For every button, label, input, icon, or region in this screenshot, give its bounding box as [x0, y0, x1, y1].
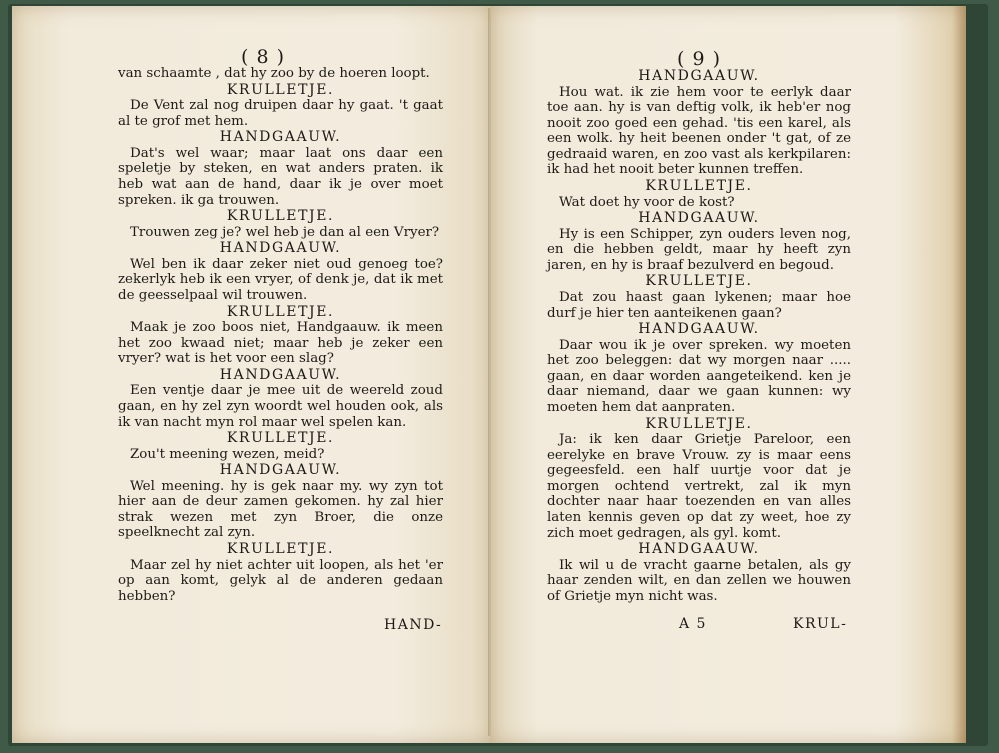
- dialogue-text: Hou wat. ik zie hem voor te eerlyk daar toe aan. hy is van deftig volk, ik heb'er nog nooit zoo goed een gehad. 'tis een karel, als een wolk. hy heit beenen onder 't gat, of ze gedraaid waren, en zoo vast als kerkpilaren: ik had het nooit beter kunnen treffen.: [547, 84, 851, 178]
- page-edge-stain: [952, 6, 966, 743]
- speaker-heading: HANDGAAUW.: [219, 366, 342, 383]
- dialogue-text: Dat zou haast gaan lykenen; maar hoe durf je hier ten aanteikenen gaan?: [547, 289, 851, 321]
- right-page: [491, 6, 966, 743]
- speaker-heading: HANDGAAUW.: [219, 240, 342, 257]
- speaker-heading: KRULLETJE.: [226, 81, 335, 98]
- dialogue-text: Ik wil u de vracht gaarne betalen, als gy haar zenden wilt, en dan zellen we houwen of Grietje myn nicht was.: [547, 557, 851, 604]
- dialogue-blocks: [118, 82, 443, 605]
- speaker-heading: KRULLETJE.: [226, 430, 335, 447]
- first-line: van schaamte , dat hy zoo by de hoeren loopt.: [118, 66, 430, 81]
- dialogue-text: Hy is een Schipper, zyn ouders leven nog, en die hebben geldt, maar hy heeft zyn jaren, en hy is braaf bezulverd en begoud.: [547, 226, 851, 273]
- speaker-heading: HANDGAAUW.: [638, 68, 760, 84]
- speaker-heading: HANDGAAUW.: [638, 210, 760, 227]
- dialogue-text: Wat doet hy voor de kost?: [559, 194, 735, 210]
- dialogue-text: Een ventje daar je mee uit de weereld zoud gaan, en hy zel zyn woordt wel houden ook, als ik van nacht myn rol maar wel spelen kan.: [118, 383, 443, 430]
- dialogue-text: Wel meening. hy is gek naar my. wy zyn tot hier aan de deur zamen gekomen. hy zal hier strak wezen met zyn Broer, die onze speelknecht zal zyn.: [118, 478, 443, 541]
- dialogue-text: Wel ben ik daar zeker niet oud genoeg toe? zekerlyk heb ik een vryer, of denk je, dat ik met de geesselpaal wil trouwen.: [118, 256, 443, 303]
- left-text-column: [118, 66, 443, 604]
- dialogue-text: Maar zel hy niet achter uit loopen, als het 'er op aan komt, gelyk al de anderen gedaan hebben?: [118, 557, 443, 604]
- signature-mark: A 5: [679, 616, 707, 632]
- dialogue-text: Trouwen zeg je? wel heb je dan al een Vryer?: [130, 224, 440, 240]
- speaker-heading: HANDGAAUW.: [638, 321, 760, 338]
- catchword: HAND-: [384, 617, 443, 633]
- page-number: ( 9 ): [677, 48, 721, 70]
- speaker-heading: HANDGAAUW.: [219, 462, 342, 479]
- page-number: ( 8 ): [241, 46, 285, 68]
- left-page: [12, 6, 491, 743]
- dialogue-text: Zou't meening wezen, meid?: [130, 446, 325, 462]
- catchword: KRUL-: [793, 616, 848, 632]
- speaker-heading: KRULLETJE.: [645, 415, 753, 432]
- dialogue-text: Ja: ik ken daar Grietje Pareloor, een eerelyke en brave Vrouw. zy is maar eens gegeesfeld. een half uurtje voor dat je morgen ochtend vertrekt, zal ik myn dochter naar haar toezenden en van alles laten kennis geven op dat zy weet, hoe zy zich moet gedragen, als gyl. komt.: [547, 432, 851, 541]
- speaker-heading: HANDGAAUW.: [638, 541, 760, 558]
- dialogue-text: Daar wou ik je over spreken. wy moeten het zoo beleggen: dat wy morgen naar ..... gaan, en daar worden aangeteikend. ken je daar niemand, daar we gaan kunnen: wy moeten hem dat aanpraten.: [547, 337, 851, 415]
- dialogue-text: De Vent zal nog druipen daar hy gaat. 't gaat al te grof met hem.: [118, 98, 443, 129]
- speaker-heading: KRULLETJE.: [226, 303, 335, 320]
- dialogue-blocks: [547, 68, 851, 605]
- right-text-column: [547, 68, 851, 605]
- dialogue-text: Maak je zoo boos niet, Handgaauw. ik meen het zoo kwaad niet; maar heb je zeker een vryer? wat is het voor een slag?: [118, 320, 443, 367]
- speaker-heading: KRULLETJE.: [645, 178, 753, 195]
- speaker-heading: KRULLETJE.: [226, 541, 335, 558]
- speaker-heading: KRULLETJE.: [226, 208, 335, 225]
- speaker-heading: HANDGAAUW.: [219, 129, 342, 146]
- dialogue-text: Dat's wel waar; maar laat ons daar een speletje by steken, en wat anders praten. ik heb wat aan de hand, daar ik je over moet spreken. ik ga trouwen.: [118, 145, 443, 208]
- speaker-heading: KRULLETJE.: [645, 273, 753, 290]
